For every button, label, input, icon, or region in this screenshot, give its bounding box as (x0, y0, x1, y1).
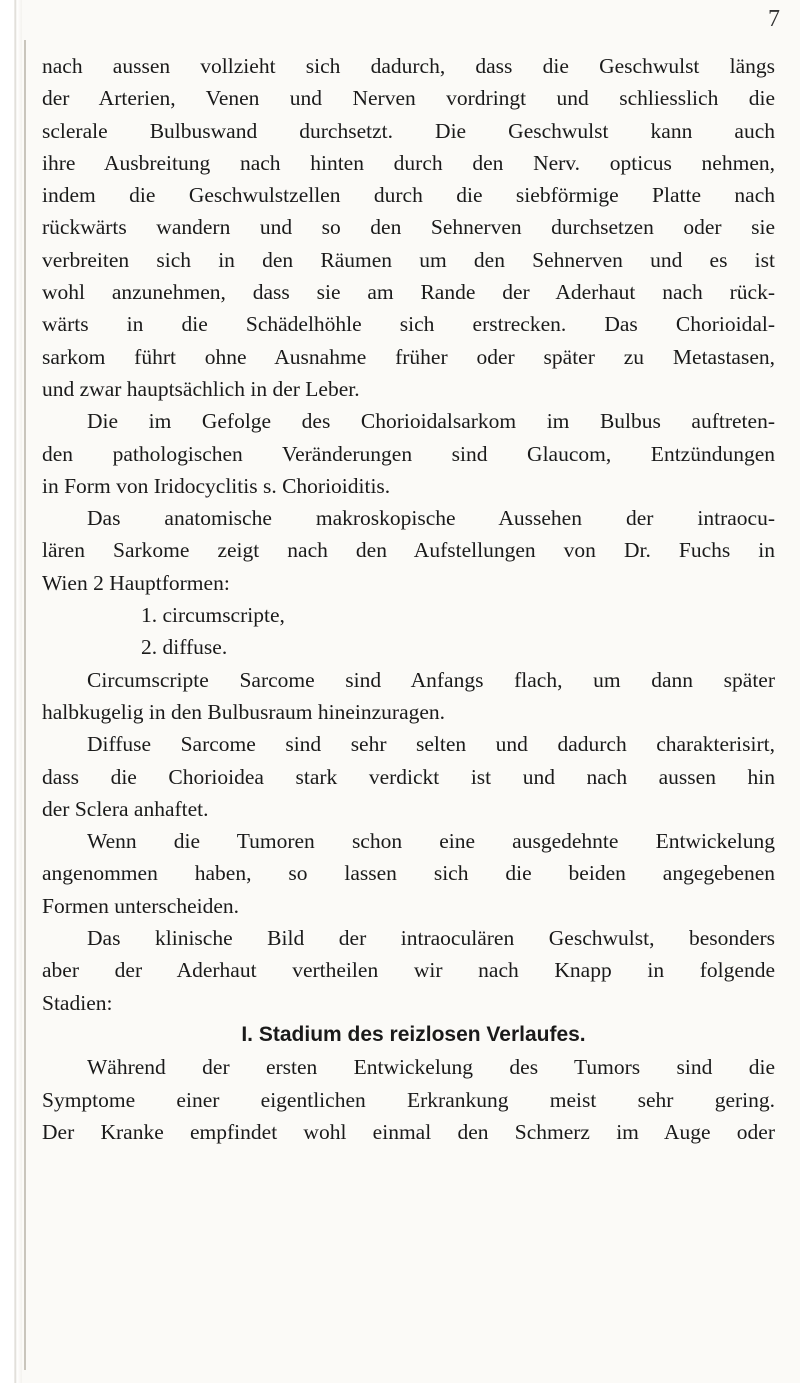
text-line: den pathologischen Veränderungen sind Glaucom, Entzündungen (42, 441, 775, 466)
paragraph-start: Circumscripte Sarcome sind Anfangs flach, um dann später (87, 667, 775, 692)
paragraph-start: Das anatomische makroskopische Aussehen der intraocu- (87, 506, 775, 531)
paragraph-start: Während der ersten Entwickelung des Tumors sind die (87, 1055, 775, 1080)
text-line: ihre Ausbreitung nach hinten durch den Nerv. opticus nehmen, (42, 150, 775, 175)
text-line: angenommen haben, so lassen sich die beiden angegebenen (42, 861, 775, 886)
text-line: wohl anzunehmen, dass sie am Rande der Aderhaut nach rück- (42, 280, 775, 305)
text-line: aber der Aderhaut vertheilen wir nach Knapp in folgende (42, 958, 775, 983)
text-line: nach aussen vollzieht sich dadurch, dass die Geschwulst längs (42, 54, 775, 78)
text-line: Wien 2 Hauptformen: (42, 570, 230, 595)
text-line: sclerale Bulbuswand durchsetzt. Die Geschwulst kann auch (42, 118, 775, 143)
section-heading: I. Stadium des reizlosen Verlaufes. (241, 1022, 586, 1046)
text-line: Symptome einer eigentlichen Erkrankung meist sehr gering. (42, 1087, 775, 1112)
text-line: rückwärts wandern und so den Sehnerven durchsetzen oder sie (42, 215, 775, 240)
text-line: lären Sarkome zeigt nach den Aufstellungen von Dr. Fuchs in (42, 538, 775, 563)
text-line: der Arterien, Venen und Nerven vordringt und schliesslich die (42, 86, 775, 111)
page-gutter (0, 0, 22, 1383)
text-line: und zwar hauptsächlich in der Leber. (42, 376, 360, 401)
page-number: 7 (768, 6, 780, 32)
list-item: 2. diffuse. (141, 635, 228, 660)
text-line: Der Kranke empfindet wohl einmal den Schmerz im Auge oder (42, 1119, 775, 1144)
text-line: verbreiten sich in den Räumen um den Sehnerven und es ist (42, 247, 775, 272)
text-line: halbkugelig in den Bulbusraum hineinzuragen. (42, 699, 446, 724)
paragraph-start: Das klinische Bild der intraoculären Geschwulst, besonders (87, 926, 775, 951)
text-line: in Form von Iridocyclitis s. Chorioiditis. (42, 473, 391, 498)
text-line: wärts in die Schädelhöhle sich erstrecken. Das Chorioidal- (42, 312, 775, 337)
text-line: dass die Chorioidea stark verdickt ist und nach aussen hin (42, 764, 775, 789)
text-line: Stadien: (42, 990, 113, 1015)
paragraph-start: Die im Gefolge des Chorioidalsarkom im Bulbus auftreten- (87, 409, 775, 434)
paragraph-start: Wenn die Tumoren schon eine ausgedehnte Entwickelung (87, 829, 775, 854)
text-line: der Sclera anhaftet. (42, 796, 209, 821)
text-line: Formen unterscheiden. (42, 893, 240, 918)
paragraph-start: Diffuse Sarcome sind sehr selten und dadurch charakterisirt, (87, 732, 775, 757)
body-text (42, 50, 775, 1148)
list-item: 1. circumscripte, (141, 603, 285, 628)
text-line: indem die Geschwulstzellen durch die siebförmige Platte nach (42, 183, 775, 208)
binding-shadow (24, 40, 26, 1370)
text-line: sarkom führt ohne Ausnahme früher oder später zu Metastasen, (42, 344, 775, 369)
